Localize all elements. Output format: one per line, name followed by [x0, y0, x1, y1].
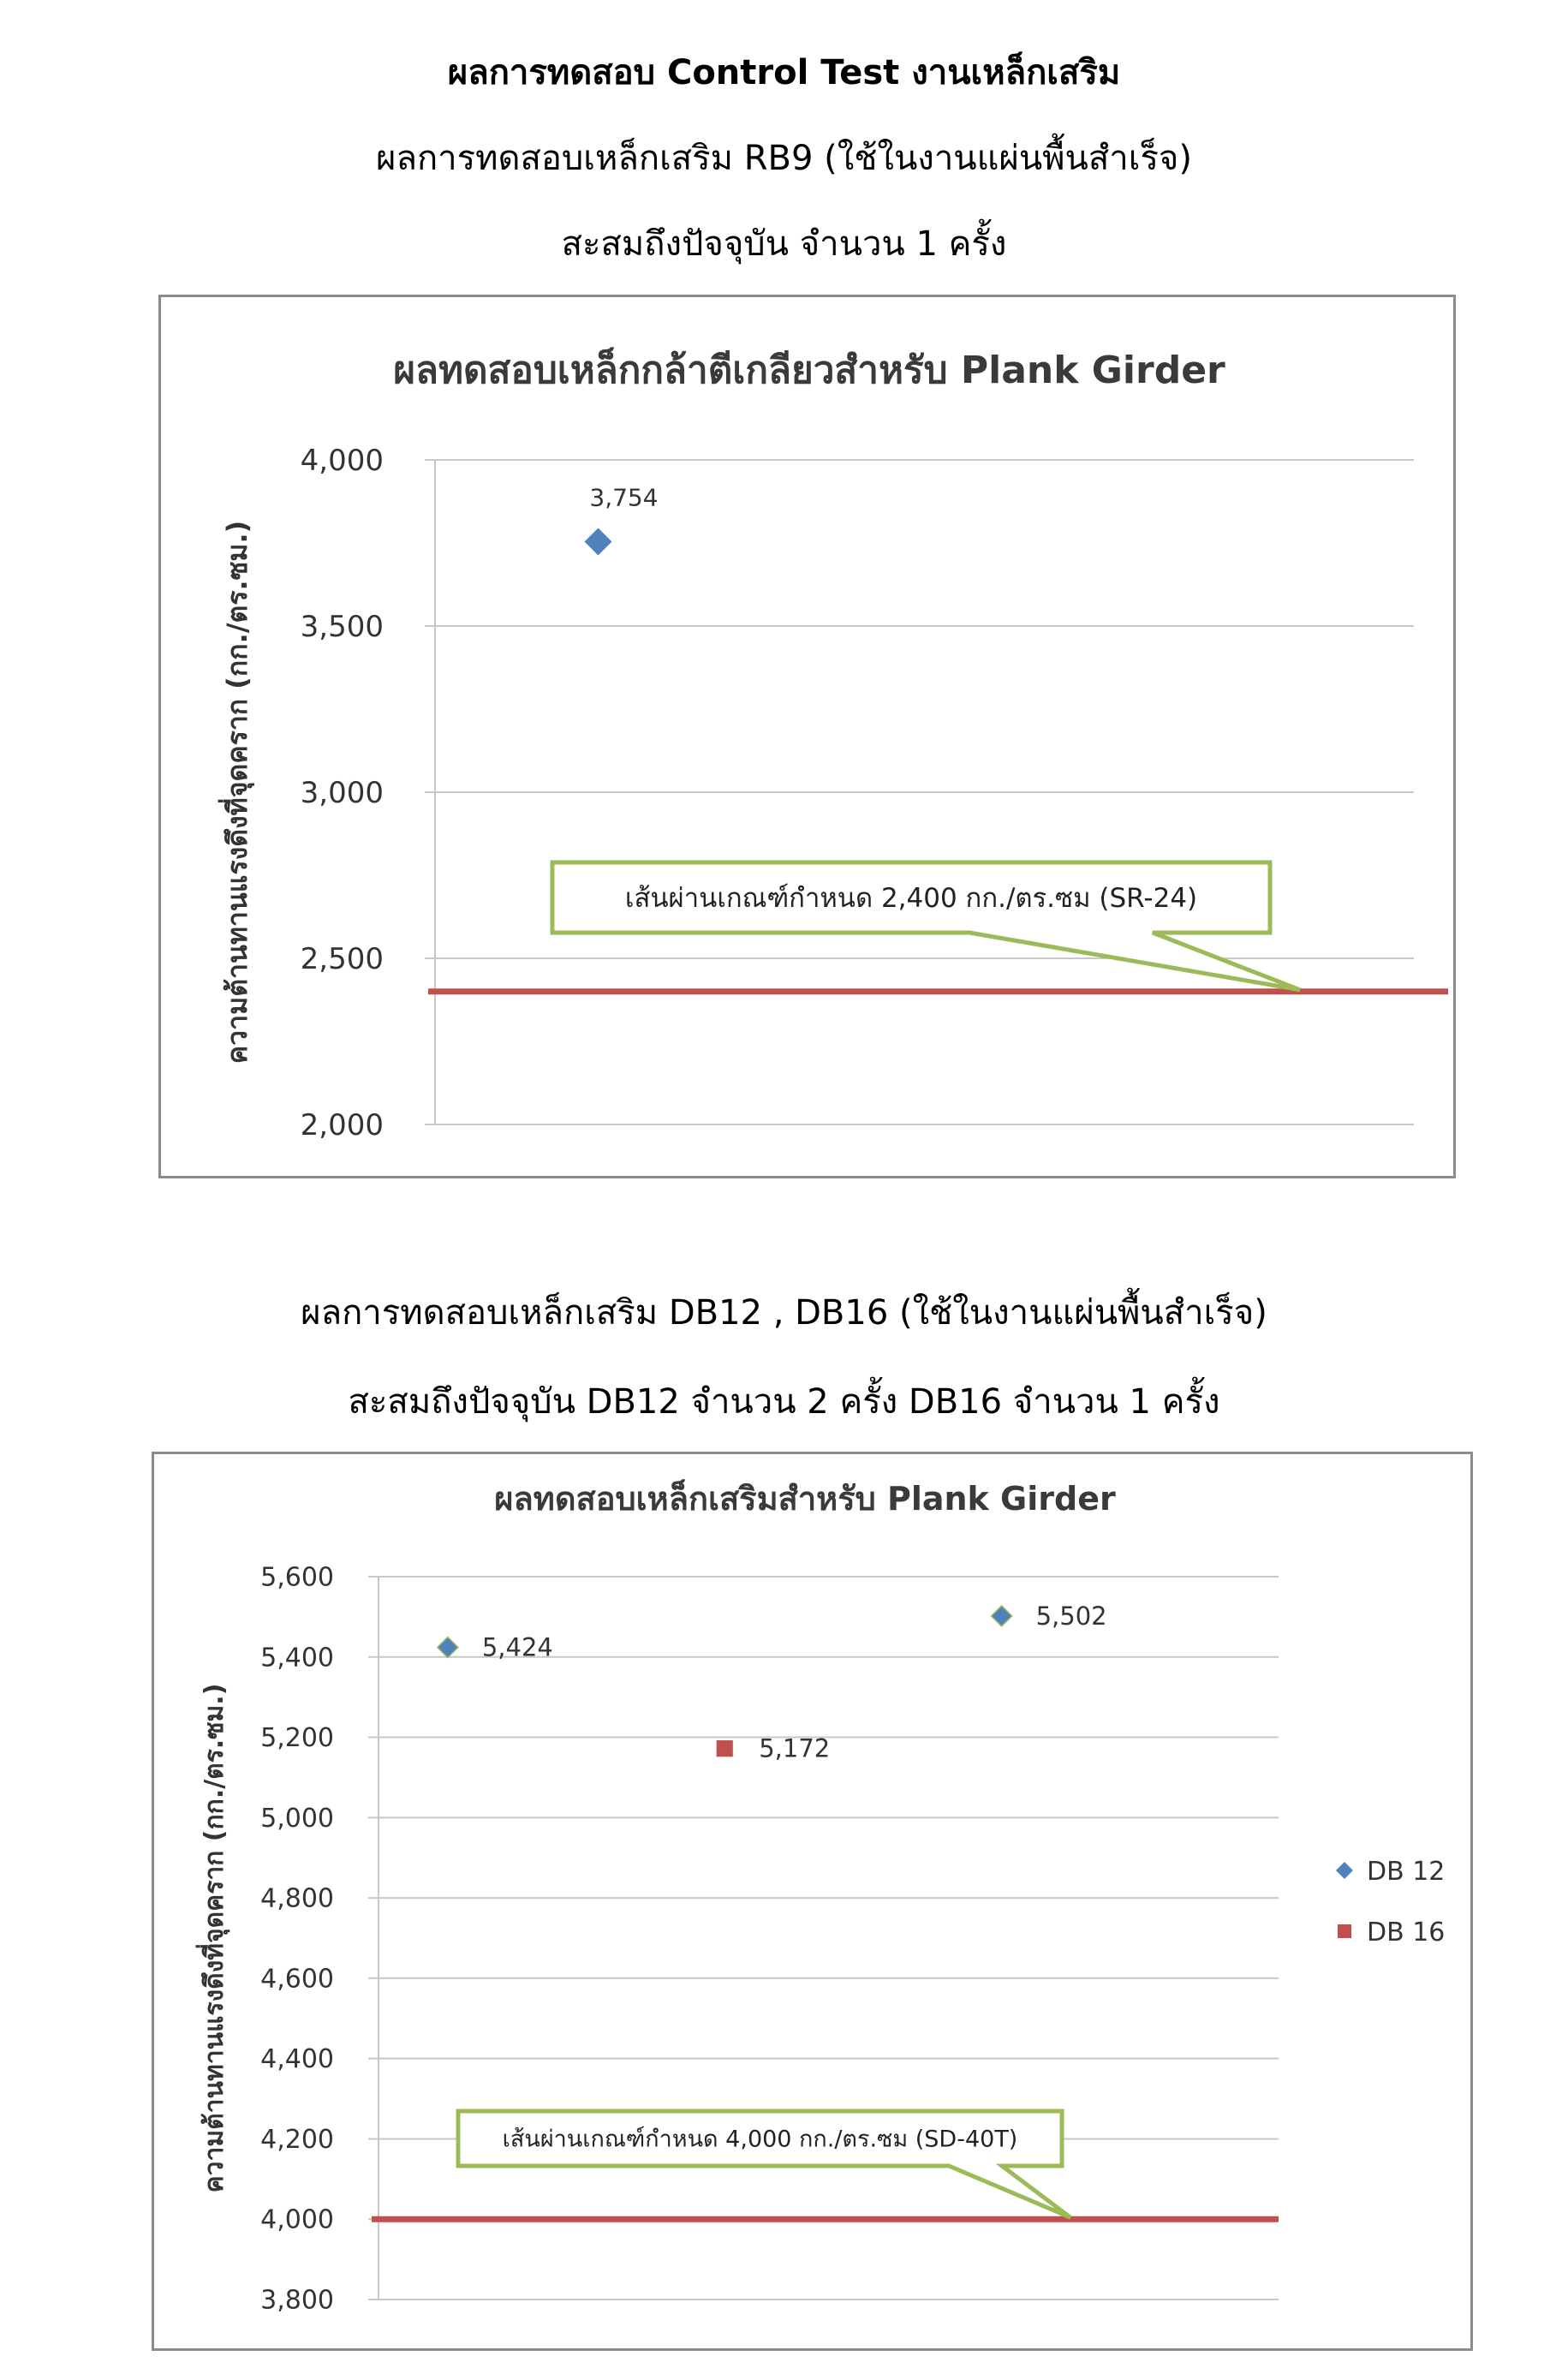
- chart-db12-db16: [152, 1452, 1473, 2351]
- threshold-label: เส้นผ่านเกณฑ์กำหนด 2,400 กก./ตร.ซม (SR-24): [624, 882, 1198, 914]
- y-tick-label: 2,500: [300, 941, 384, 976]
- y-tick-label: 5,000: [260, 1803, 334, 1834]
- legend-marker: [1336, 1862, 1353, 1879]
- data-label: 5,424: [481, 1632, 553, 1662]
- y-axis-label: ความต้านทานแรงดึงที่จุดคราก (กก./ตร.ซม.): [221, 520, 253, 1065]
- section1-heading: ผลการทดสอบเหล็กเสริม RB9 (ใช้ในงานแผ่นพื้นสำเร็จ): [376, 139, 1192, 178]
- legend-label: DB 16: [1367, 1918, 1446, 1947]
- y-tick-label: 4,000: [300, 443, 384, 478]
- y-tick-label: 4,200: [260, 2124, 334, 2155]
- chart-db12-db16-svg: [154, 1454, 1470, 2348]
- y-tick-label: 3,500: [300, 609, 384, 644]
- y-tick-label: 3,000: [300, 775, 384, 810]
- section1-subheading: สะสมถึงปัจจุบัน จำนวน 1 ครั้ง: [561, 224, 1007, 264]
- data-point: [717, 1740, 733, 1757]
- data-point: [585, 528, 612, 555]
- y-tick-label: 5,200: [260, 1723, 334, 1754]
- y-tick-label: 4,400: [260, 2044, 334, 2075]
- chart-title: ผลทดสอบเหล็กเสริมสำหรับ Plank Girder: [494, 1480, 1116, 1518]
- y-tick-label: 2,000: [300, 1107, 384, 1142]
- legend-label: DB 12: [1367, 1857, 1446, 1887]
- legend-marker: [1338, 1924, 1351, 1938]
- chart-rb9: [158, 295, 1456, 1178]
- data-label: 5,172: [759, 1733, 831, 1763]
- y-tick-label: 3,800: [260, 2285, 334, 2316]
- y-tick-label: 4,600: [260, 1964, 334, 1995]
- chart-rb9-svg: [161, 297, 1453, 1176]
- data-label: 5,502: [1035, 1601, 1107, 1631]
- y-axis-label: ความต้านทานแรงดึงที่จุดคราก (กก./ตร.ซม.): [200, 1683, 230, 2193]
- y-tick-label: 4,000: [260, 2204, 334, 2235]
- y-tick-label: 4,800: [260, 1883, 334, 1914]
- data-label: 3,754: [589, 483, 659, 512]
- threshold-label: เส้นผ่านเกณฑ์กำหนด 4,000 กก./ตร.ซม (SD-40T): [502, 2126, 1018, 2153]
- data-point: [992, 1606, 1012, 1626]
- data-point: [438, 1637, 458, 1658]
- section2-subheading: สะสมถึงปัจจุบัน DB12 จำนวน 2 ครั้ง DB16 จำนวน 1 ครั้ง: [348, 1382, 1220, 1422]
- y-tick-label: 5,400: [260, 1643, 334, 1673]
- section2-heading: ผลการทดสอบเหล็กเสริม DB12 , DB16 (ใช้ในงานแผ่นพื้นสำเร็จ): [301, 1293, 1267, 1333]
- threshold-callout: [552, 862, 1300, 990]
- y-tick-label: 5,600: [260, 1562, 334, 1593]
- page-title: ผลการทดสอบ Control Test งานเหล็กเสริม: [447, 53, 1121, 92]
- chart-title: ผลทดสอบเหล็กกล้าตีเกลียวสำหรับ Plank Girder: [393, 349, 1225, 392]
